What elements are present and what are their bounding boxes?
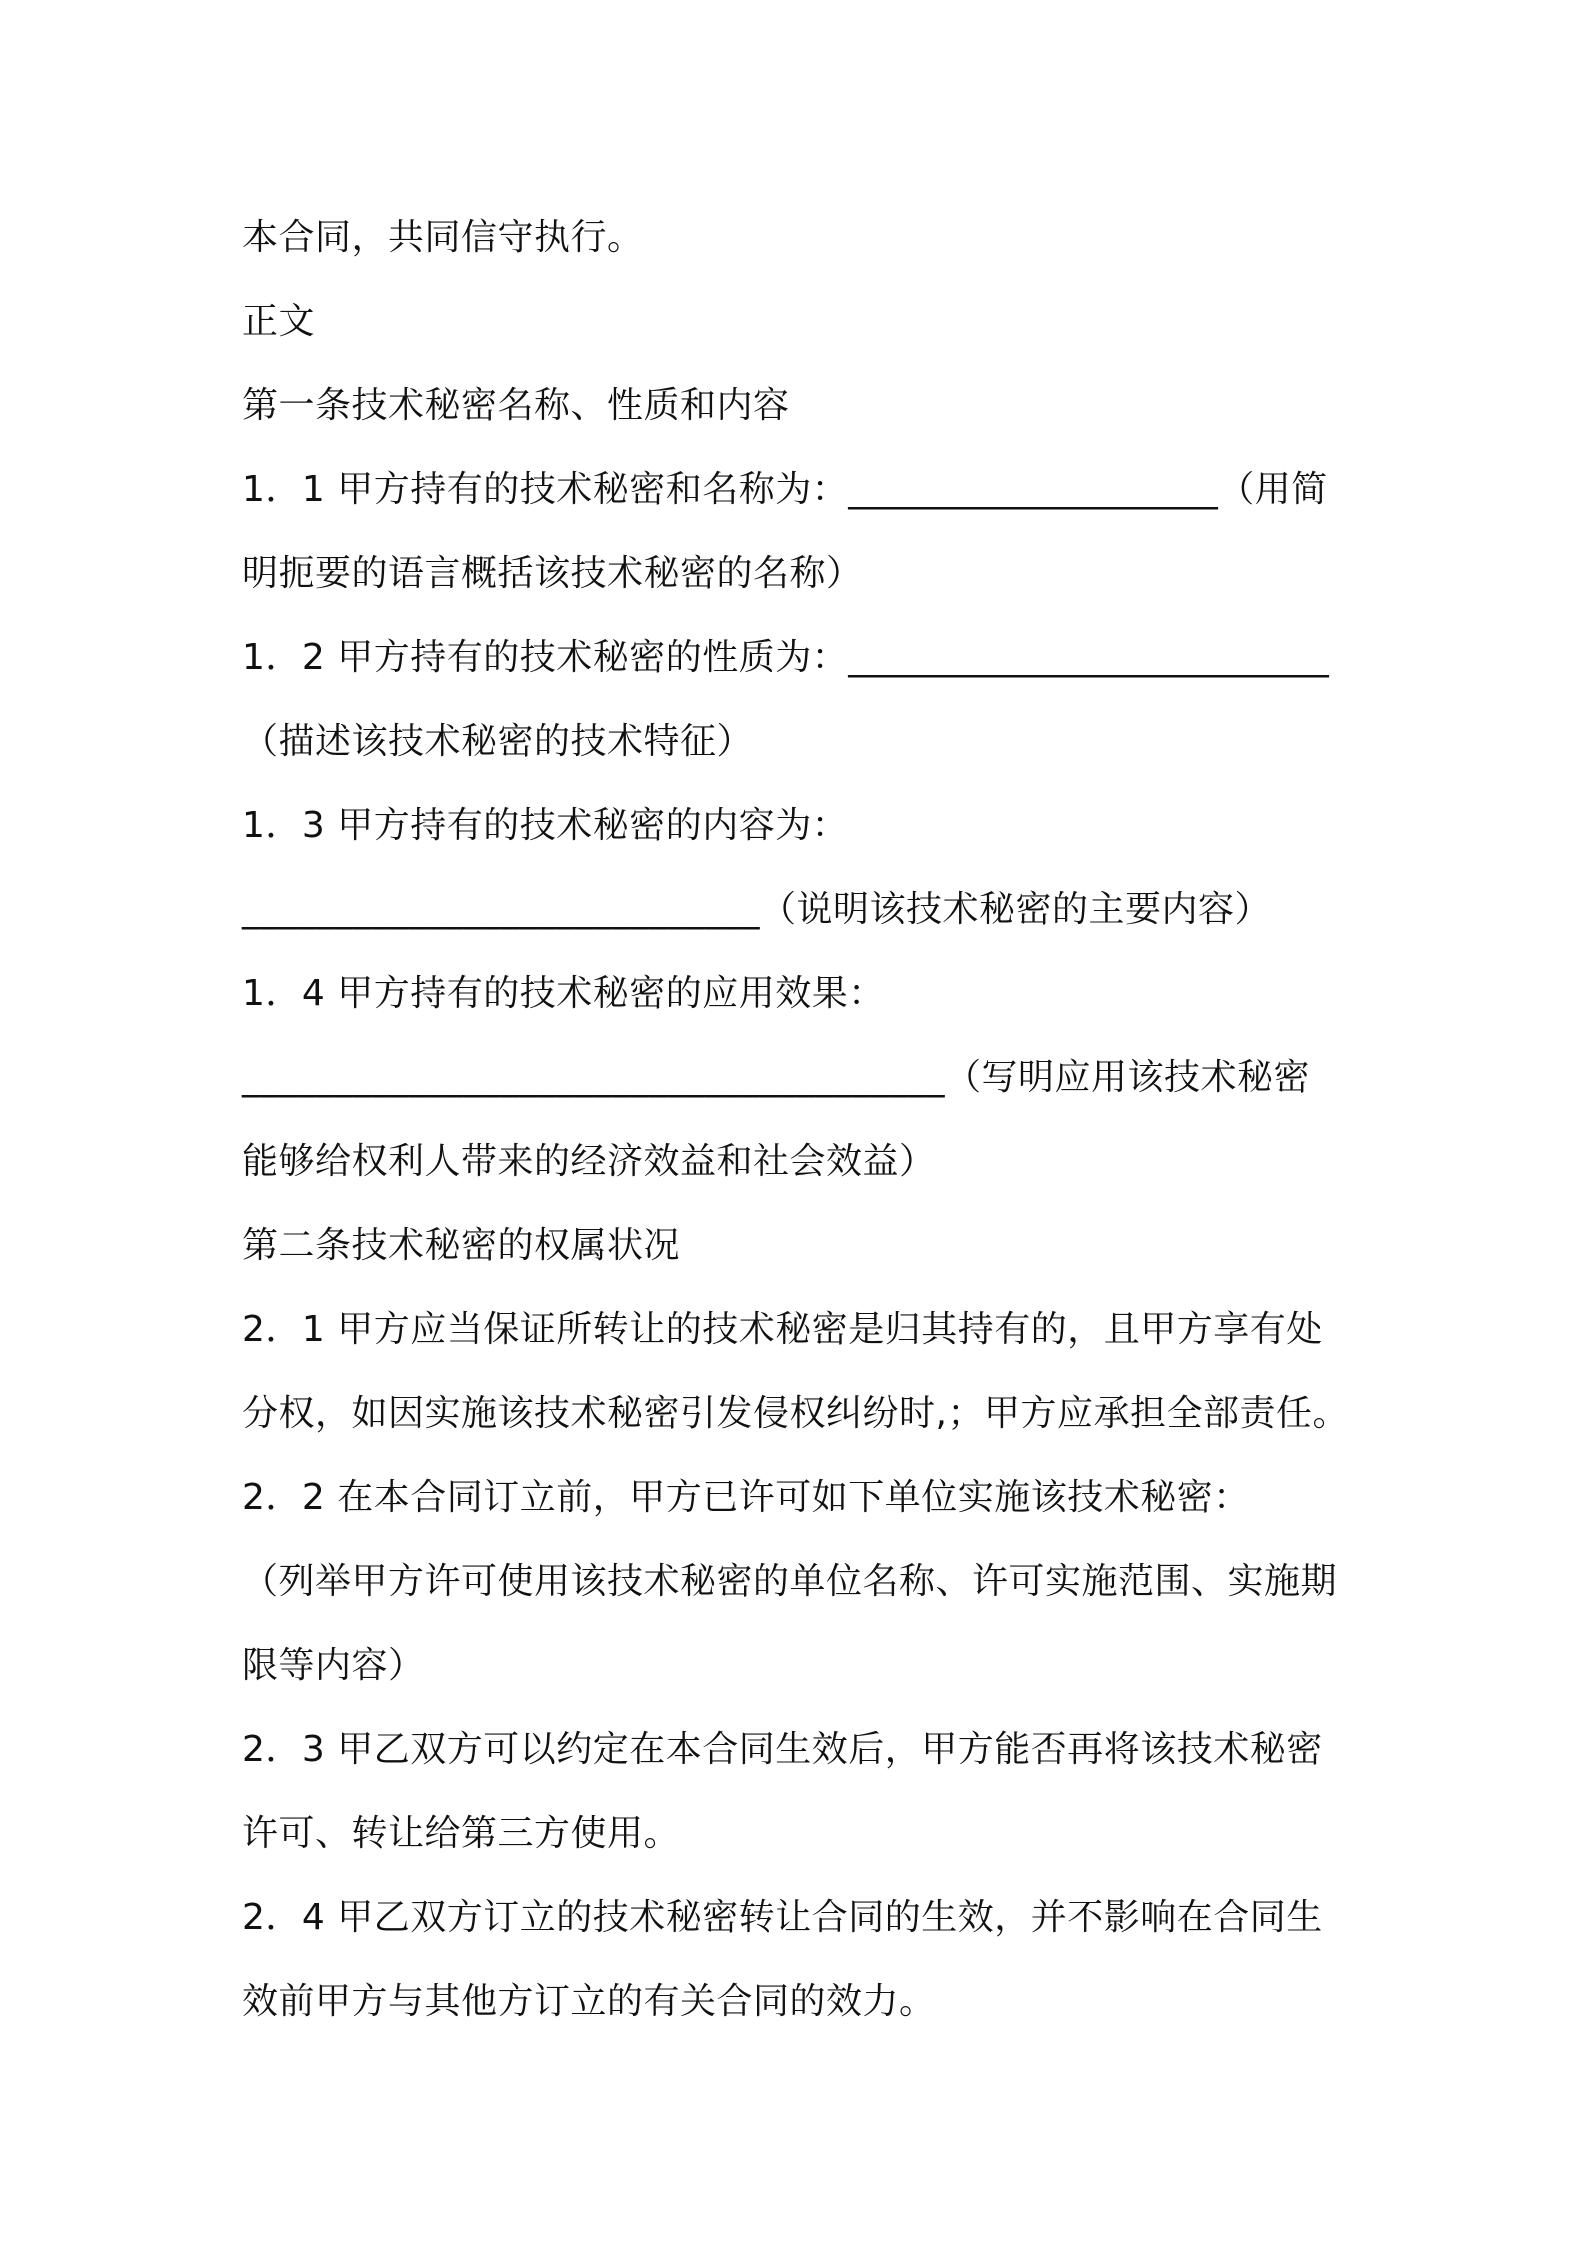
section-heading: 正文 <box>242 301 316 342</box>
text-line: ____________________________（说明该技术秘密的主要内容） <box>242 889 1272 930</box>
text-line: 1．2 甲方持有的技术秘密的性质为：__________________________ <box>242 637 1330 678</box>
text-line: 1．4 甲方持有的技术秘密的应用效果： <box>242 973 885 1014</box>
contract-body <box>242 196 1392 2044</box>
text-line: （描述该技术秘密的技术特征） <box>242 721 754 762</box>
text-line: 本合同，共同信守执行。 <box>242 217 644 258</box>
text-line: （列举甲方许可使用该技术秘密的单位名称、许可实施范围、实施期 <box>242 1561 1338 1602</box>
text-line: 1．3 甲方持有的技术秘密的内容为： <box>242 805 849 846</box>
text-line: 2．4 甲乙双方订立的技术秘密转让合同的生效，并不影响在合同生 <box>242 1897 1323 1938</box>
text-line: 分权，如因实施该技术秘密引发侵权纠纷时,；甲方应承担全部责任。 <box>242 1393 1349 1434</box>
text-line: 限等内容） <box>242 1645 425 1686</box>
text-line: 许可、转让给第三方使用。 <box>242 1813 681 1854</box>
text-line: 2．1 甲方应当保证所转让的技术秘密是归其持有的，且甲方享有处 <box>242 1309 1323 1350</box>
text-line: 明扼要的语言概括该技术秘密的名称） <box>242 553 863 594</box>
text-line: 效前甲方与其他方订立的有关合同的效力。 <box>242 1981 936 2022</box>
article-heading: 第二条技术秘密的权属状况 <box>242 1225 681 1266</box>
text-line: ______________________________________（写明应用该技术秘密 <box>242 1057 1311 1098</box>
text-line: 2．2 在本合同订立前，甲方已许可如下单位实施该技术秘密： <box>242 1477 1250 1518</box>
text-line: 能够给权利人带来的经济效益和社会效益） <box>242 1141 936 1182</box>
text-line: 2．3 甲乙双方可以约定在本合同生效后，甲方能否再将该技术秘密 <box>242 1729 1323 1770</box>
article-heading: 第一条技术秘密名称、性质和内容 <box>242 385 790 426</box>
text-line: 1．1 甲方持有的技术秘密和名称为：____________________（用简 <box>242 469 1328 510</box>
